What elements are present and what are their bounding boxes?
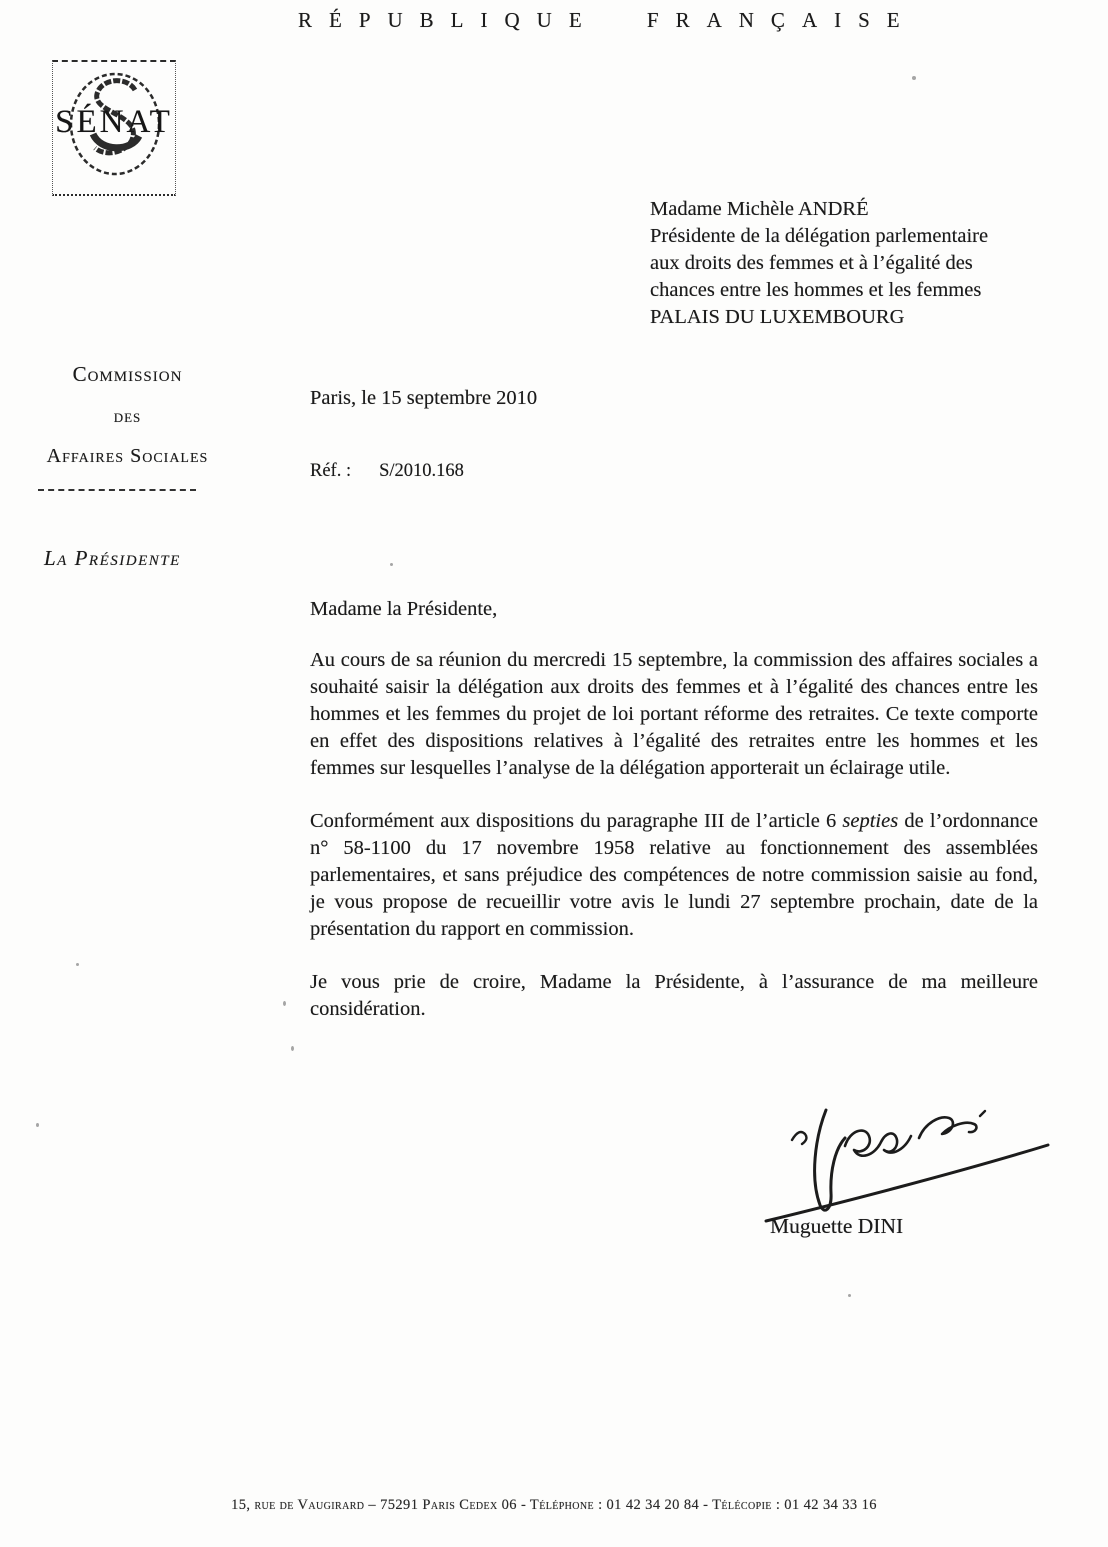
commission-divider [38, 489, 196, 491]
commission-line: Affaires Sociales [46, 445, 209, 467]
dateline: Paris, le 15 septembre 2010 [310, 387, 538, 409]
scan-speckle [76, 963, 79, 966]
signature-block [752, 1088, 1062, 1248]
paragraph-2-text: Conformément aux dispositions du paragraphe III de l’article 6 [310, 810, 843, 832]
reference-value: S/2010.168 [379, 461, 464, 481]
recipient-line: chances entre les hommes et les femmes [650, 279, 982, 301]
salutation: Madame la Présidente, [310, 598, 498, 620]
signer-name: Muguette DINI [770, 1214, 904, 1238]
scan-speckle [283, 1001, 286, 1006]
paragraph-2-text: de l’ordonnance n° 58-1100 du 17 novembre 1958 relative au fonctionnement des assemblées parlementaires, et sans préjudice des compétences de notre commission saisie au fond, je vous propose de recueillir votre avis le lundi 27 septembre prochain, date de la présentation du rapport en commission. [310, 810, 1038, 940]
letter-body [310, 596, 1038, 1049]
commission-line: des [113, 406, 142, 427]
scan-speckle [848, 1294, 851, 1297]
scan-speckle [912, 76, 916, 80]
recipient-line: PALAIS DU LUXEMBOURG [650, 306, 905, 328]
reference-line [310, 461, 464, 482]
commission-block [20, 364, 235, 466]
senat-logo-text: SÉNAT [55, 104, 173, 140]
paragraph-3: Je vous prie de croire, Madame la Présidente, à l’assurance de ma meilleure considération. [310, 971, 1038, 1020]
sender-role: La Présidente [44, 546, 181, 570]
recipient-line: aux droits des femmes et à l’égalité des [650, 252, 973, 274]
footer-address: 15, rue de Vaugirard – 75291 Paris Cedex 06 - Téléphone : 01 42 34 20 84 - Télécopie : 01 42 34 33 16 [231, 1497, 877, 1513]
paragraph-1: Au cours de sa réunion du mercredi 15 septembre, la commission des affaires sociales a souhaité saisir la délégation aux droits des femmes et à l’égalité des chances entre les hommes et les femmes du projet de loi portant réforme des retraites. Ce texte comporte en effet des dispositions relatives à l’égalité des retraites entre les hommes et les femmes sur lesquelles l’analyse de la délégation apporterait un éclairage utile. [310, 649, 1038, 779]
recipient-line: Présidente de la délégation parlementaire [650, 225, 989, 247]
republic-header: RÉPUBLIQUE FRANÇAISE [298, 8, 917, 32]
reference-label: Réf. : [310, 461, 352, 481]
recipient-block [650, 196, 1060, 331]
scan-speckle [36, 1123, 39, 1127]
senat-logo [52, 60, 176, 196]
recipient-line: Madame Michèle ANDRÉ [650, 198, 869, 220]
scan-speckle [291, 1046, 294, 1051]
paragraph-2 [310, 808, 1038, 943]
paragraph-2-septies: septies [842, 810, 899, 832]
commission-line: Commission [72, 362, 183, 386]
scan-speckle [390, 563, 393, 566]
